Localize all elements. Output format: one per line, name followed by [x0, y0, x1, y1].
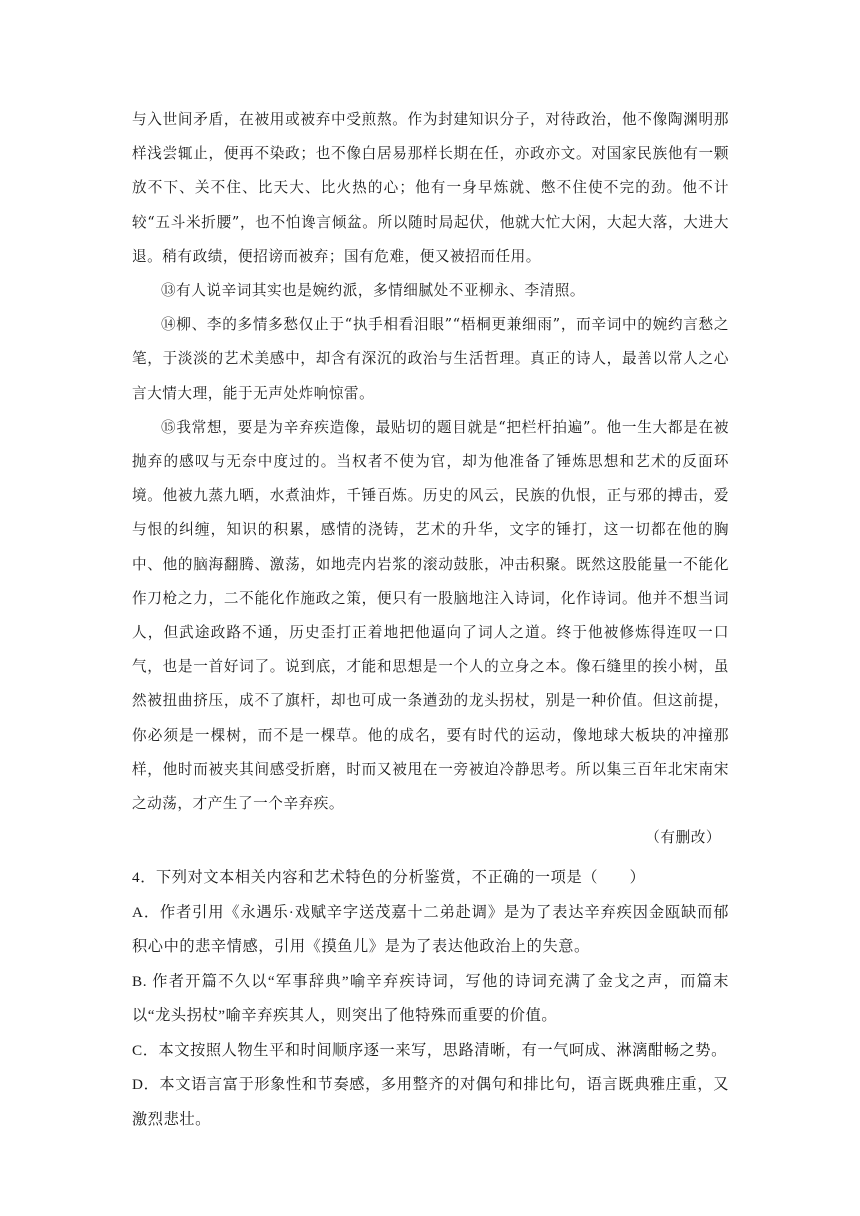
passage-paragraph-13: ⑬有人说辛词其实也是婉约派，多情细腻处不亚柳永、李清照。 — [161, 282, 586, 300]
passage-paragraph-14: ⑭柳、李的多情多愁仅止于“执手相看泪眼”“梧桐更兼细雨”，而辛词中的婉约言愁之笔，于淡淡的艺术美感中，却含有深沉的政治与生活哲理。真正的诗人，最善以常人之心言大情大理，能于无声处炸响惊雷。 — [132, 316, 729, 402]
option-a[interactable]: A．作者引用《永遇乐·戏赋辛字送茂嘉十二弟赴调》是为了表达辛弃疾因金瓯缺而郁积心中的悲辛情感，引用《摸鱼儿》是为了表达他政治上的失意。 — [132, 903, 729, 956]
passage-paragraph-12-continued: 与入世间矛盾，在被用或被弃中受煎熬。作为封建知识分子，对待政治，他不像陶渊明那样浅尝辄止，便再不染政；也不像白居易那样长期在任，亦政亦文。对国家民族他有一颗放不下、关不住、比天大、比火热的心；他有一身早炼就、憋不住使不完的劲。他不计较“五斗米折腰”，也不怕谗言倾盆。所以随时局起伏，他就大忙大闲，大起大落，大进大退。稍有政绩，便招谤而被弃；国有危难，便又被招而任用。 — [132, 111, 729, 265]
question-4 — [132, 861, 729, 1137]
source-note: （有删改） — [645, 829, 721, 847]
passage-paragraph-15: ⑮我常想，要是为辛弃疾造像，最贴切的题目就是“把栏杆拍遍”。他一生大都是在被抛弃的感叹与无奈中度过的。当权者不使为官，却为他准备了锤炼思想和艺术的反面环境。他被九蒸九晒，水煮油炸，千锤百炼。历史的风云，民族的仇恨，正与邪的搏击，爱与恨的纠缠，知识的积累，感情的浇铸，艺术的升华，文字的锤打，这一切都在他的胸中、他的脑海翻腾、激荡，如地壳内岩浆的滚动鼓胀，冲击积聚。既然这股能量一不能化作刀枪之力，二不能化作施政之策，便只有一股脑地注入诗词，化作诗词。他并不想当词人，但武途政路不通，历史歪打正着地把他逼向了词人之道。终于他被修炼得连叹一口气，也是一首好词了。说到底，才能和思想是一个人的立身之本。像石缝里的挨小树，虽然被扭曲挤压，成不了旗杆，却也可成一条遒劲的龙头拐杖，别是一种价值。但这前提，你必须是一棵树，而不是一棵草。他的成名，要有时代的运动，像地球大板块的冲撞那样，他时而被夹其间感受折磨，时而又被甩在一旁被迫冷静思考。所以集三百年北宋南宋之动荡，才产生了一个辛弃疾。 — [132, 418, 729, 813]
document-page — [132, 103, 729, 1137]
question-stem: 4．下列对文本相关内容和艺术特色的分析鉴赏，不正确的一项是（ ） — [132, 869, 646, 887]
option-d[interactable]: D．本文语言富于形象性和节奏感，多用整齐的对偶句和排比句，语言既典雅庄重，又激烈悲壮。 — [132, 1076, 729, 1128]
reading-passage — [132, 103, 729, 855]
option-c[interactable]: C．本文按照人物生平和时间顺序逐一来写，思路清晰，有一气呵成、淋漓酣畅之势。 — [132, 1041, 727, 1059]
option-b[interactable]: B. 作者开篇不久以“军事辞典”喻辛弃疾诗词，写他的诗词充满了金戈之声，而篇末以“龙头拐杖”喻辛弃疾其人，则突出了他特殊而重要的价值。 — [132, 972, 729, 1025]
